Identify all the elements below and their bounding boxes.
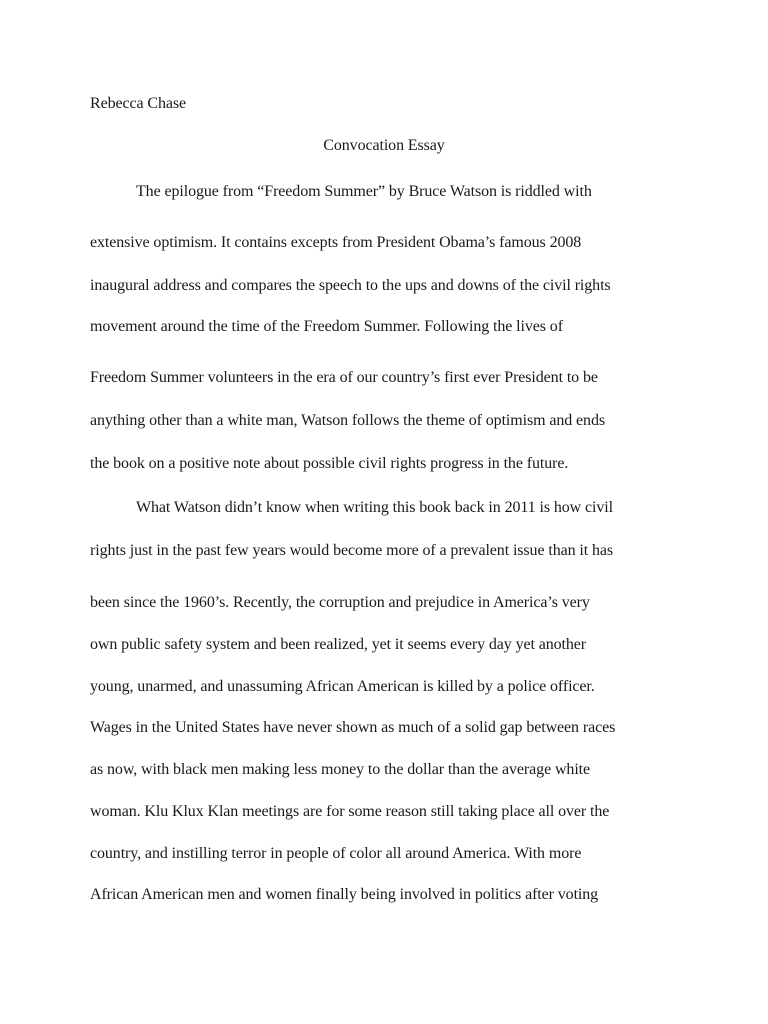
paragraph-2-line-10: African American men and women finally being involved in politics after voting [90, 886, 599, 903]
author-name: Rebecca Chase [90, 95, 186, 112]
paragraph-2-line-5: young, unarmed, and unassuming African American is killed by a police officer. [90, 678, 595, 695]
essay-title: Convocation Essay [323, 137, 445, 154]
paragraph-1-line-6: anything other than a white man, Watson follows the theme of optimism and ends [90, 412, 605, 429]
paragraph-2-line-1: What Watson didn’t know when writing this book back in 2011 is how civil [136, 499, 613, 516]
paragraph-1-line-7: the book on a positive note about possible civil rights progress in the future. [90, 455, 569, 472]
paragraph-2-line-8: woman. Klu Klux Klan meetings are for some reason still taking place all over the [90, 803, 610, 820]
paragraph-1-line-1: The epilogue from “Freedom Summer” by Bruce Watson is riddled with [136, 183, 592, 200]
paragraph-1-line-5: Freedom Summer volunteers in the era of our country’s first ever President to be [90, 369, 598, 386]
paragraph-2-line-9: country, and instilling terror in people of color all around America. With more [90, 845, 582, 862]
paragraph-1-line-2: extensive optimism. It contains excepts from President Obama’s famous 2008 [90, 234, 582, 251]
paragraph-2-line-6: Wages in the United States have never shown as much of a solid gap between races [90, 719, 616, 736]
paragraph-2-line-3: been since the 1960’s. Recently, the corruption and prejudice in America’s very [90, 594, 590, 611]
paragraph-2-line-7: as now, with black men making less money to the dollar than the average white [90, 761, 591, 778]
paragraph-2-line-2: rights just in the past few years would become more of a prevalent issue than it has [90, 542, 614, 559]
paragraph-1-line-3: inaugural address and compares the speech to the ups and downs of the civil rights [90, 277, 611, 294]
paragraph-2-line-4: own public safety system and been realized, yet it seems every day yet another [90, 636, 587, 653]
paragraph-1-line-4: movement around the time of the Freedom Summer. Following the lives of [90, 318, 563, 335]
